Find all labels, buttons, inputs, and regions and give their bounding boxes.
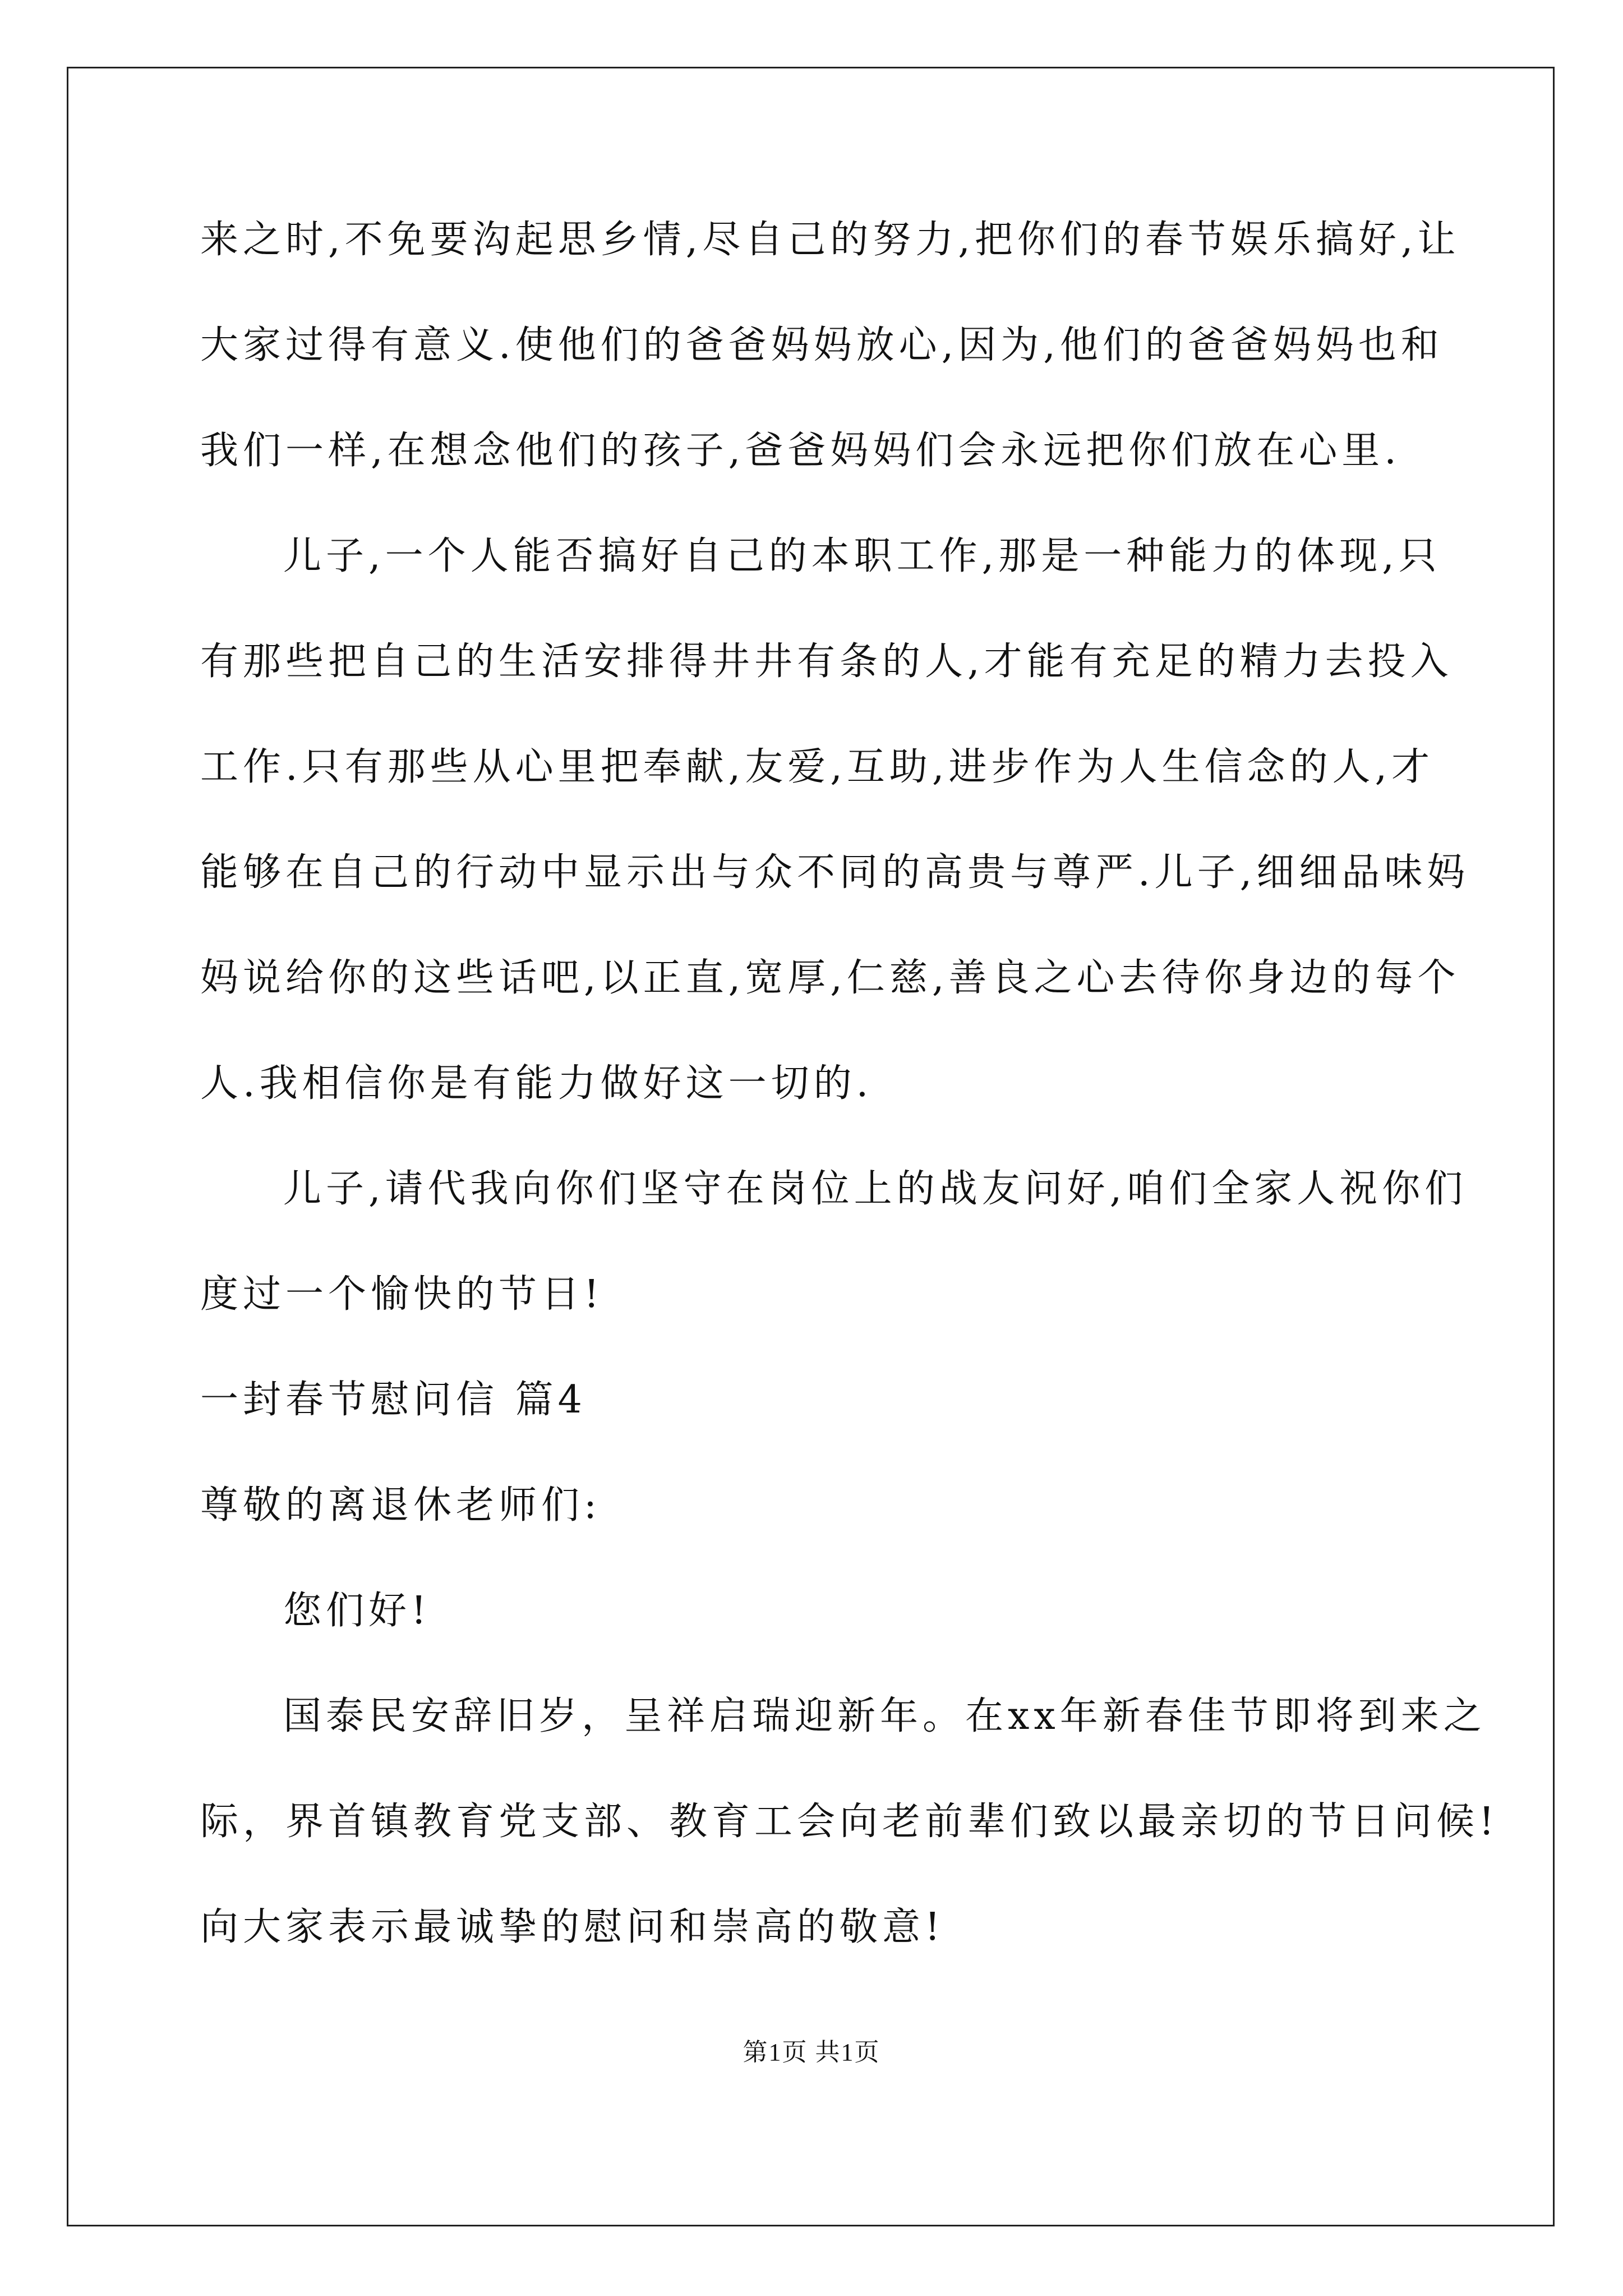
text-line: 际，界首镇教育党支部、教育工会向老前辈们致以最亲切的节日问候! [200,1800,1499,1844]
page-footer: 第1页 共1页 [743,2039,880,2066]
text-line: 大家过得有意义.使他们的爸爸妈妈放心,因为,他们的爸爸妈妈也和 [200,323,1444,367]
page-border [67,67,1555,2226]
salutation: 尊敬的离退休老师们: [200,1483,601,1527]
text-line: 能够在自己的行动中显示出与众不同的高贵与尊严.儿子,细细品味妈 [200,850,1470,895]
text-line: 来之时,不免要沟起思乡情,尽自己的努力,把你们的春节娱乐搞好,让 [200,218,1460,262]
text-line: 工作.只有那些从心里把奉献,友爱,互助,进步作为人生信念的人,才 [200,745,1435,789]
text-line: 向大家表示最诚挚的慰问和崇高的敬意! [200,1905,945,1949]
text-line: 妈说给你的这些话吧,以正直,宽厚,仁慈,善良之心去待你身边的每个 [200,956,1460,1000]
text-line: 度过一个愉快的节日! [200,1272,604,1317]
text-line: 有那些把自己的生活安排得井井有条的人,才能有充足的精力去投入 [200,639,1453,684]
section-heading: 一封春节慰问信 篇4 [200,1378,587,1422]
text-line: 儿子,一个人能否搞好自己的本职工作,那是一种能力的体现,只 [283,534,1441,578]
greeting: 您们好! [283,1589,431,1633]
text-line: 儿子,请代我向你们坚守在岗位上的战友问好,咱们全家人祝你们 [283,1167,1468,1211]
text-line: 我们一样,在想念他们的孩子,爸爸妈妈们会永远把你们放在心里. [200,429,1401,473]
text-line: 人.我相信你是有能力做好这一切的. [200,1061,873,1106]
text-line: 国泰民安辞旧岁，呈祥启瑞迎新年。在xx年新春佳节即将到来之 [283,1694,1486,1738]
